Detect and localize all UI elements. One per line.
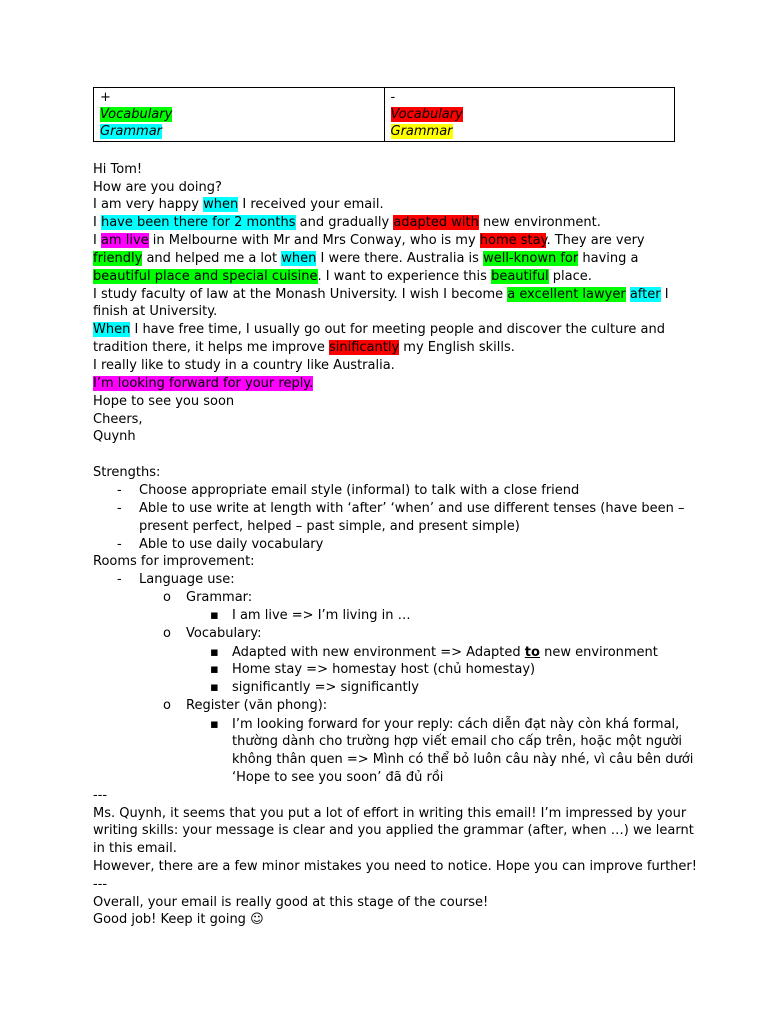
- bullet-dash: -: [117, 537, 122, 552]
- highlight-legend-table: [93, 87, 675, 142]
- separator: ---: [93, 877, 108, 892]
- bullet-square: ▪: [210, 645, 219, 660]
- bullet-dash: -: [117, 501, 122, 516]
- email-line: finish at University.: [93, 304, 218, 319]
- email-line: I have been there for 2 months and gradually adapted with new environment.: [93, 215, 601, 230]
- strengths-heading: Strengths:: [93, 465, 161, 480]
- legend-plus-sign: +: [100, 90, 111, 105]
- bullet-circle: o: [163, 590, 171, 605]
- legend-good-grammar: Grammar: [100, 124, 163, 139]
- email-line: When I have free time, I usually go out for meeting people and discover the culture and: [93, 322, 666, 337]
- email-line: Cheers,: [93, 412, 143, 427]
- subcategory-register: Register (văn phong):: [186, 698, 328, 713]
- correction-item: Home stay => homestay host (chủ homestay): [232, 662, 536, 677]
- email-line: I really like to study in a country like Australia.: [93, 358, 395, 373]
- bullet-dash: -: [117, 572, 122, 587]
- bullet-circle: o: [163, 698, 171, 713]
- legend-negative-cell: [384, 88, 675, 142]
- bullet-square: ▪: [210, 608, 219, 623]
- email-line: How are you doing?: [93, 180, 222, 195]
- correction-item: I am live => I’m living in …: [232, 608, 411, 623]
- correction-item-cont: thường dành cho trường hợp viết email cho cấp trên, hoặc một người: [232, 734, 683, 749]
- correction-item-cont: ‘Hope to see you soon’ đã đủ rồi: [232, 770, 444, 785]
- legend-minus-sign: -: [390, 90, 396, 105]
- bullet-square: ▪: [210, 717, 219, 732]
- bullet-dash: -: [117, 483, 122, 498]
- correction-item: Adapted with new environment => Adapted to new environment: [232, 645, 658, 660]
- email-line: I study faculty of law at the Monash University. I wish I become a excellent lawyer after I: [93, 287, 669, 302]
- email-line: friendly and helped me a lot when I were there. Australia is well-known for having a: [93, 251, 639, 266]
- email-line: tradition there, it helps me improve sinificantly my English skills.: [93, 340, 515, 355]
- bullet-square: ▪: [210, 662, 219, 677]
- comment-line: Overall, your email is really good at this stage of the course!: [93, 895, 489, 910]
- improvement-heading: Rooms for improvement:: [93, 554, 255, 569]
- correction-item: significantly => significantly: [232, 680, 419, 695]
- comment-line: Good job! Keep it going ☺: [93, 912, 264, 927]
- separator: ---: [93, 788, 108, 803]
- strength-item-cont: present perfect, helped – past simple, and present simple): [139, 519, 520, 534]
- strength-item: Choose appropriate email style (informal) to talk with a close friend: [139, 483, 580, 498]
- legend-bad-vocabulary: Vocabulary: [390, 107, 463, 122]
- email-signature: Quynh: [93, 429, 136, 444]
- subcategory-vocabulary: Vocabulary:: [186, 626, 262, 641]
- strength-item: Able to use write at length with ‘after’ ‘when’ and use different tenses (have been –: [139, 501, 685, 516]
- improvement-item: Language use:: [139, 572, 235, 587]
- bullet-square: ▪: [210, 680, 219, 695]
- email-line: I am very happy when I received your email.: [93, 197, 384, 212]
- correction-item-cont: không thân quen => Mình có thể bỏ luôn câu này nhé, vì câu bên dưới: [232, 752, 694, 767]
- email-line: Hope to see you soon: [93, 394, 235, 409]
- legend-good-vocabulary: Vocabulary: [100, 107, 173, 122]
- email-greeting: Hi Tom!: [93, 162, 143, 177]
- comment-line: Ms. Quynh, it seems that you put a lot of effort in writing this email! I’m impressed by your: [93, 806, 687, 821]
- comment-line: writing skills: your message is clear and you applied the grammar (after, when …) we learnt: [93, 823, 694, 838]
- subcategory-grammar: Grammar:: [186, 590, 253, 605]
- comment-line: However, there are a few minor mistakes you need to notice. Hope you can improve further!: [93, 859, 697, 874]
- legend-positive-cell: [94, 88, 385, 142]
- bullet-circle: o: [163, 626, 171, 641]
- email-line: I’m looking forward for your reply.: [93, 376, 314, 391]
- correction-item: I’m looking forward for your reply: cách diễn đạt này còn khá formal,: [232, 717, 680, 732]
- email-line: I am live in Melbourne with Mr and Mrs Conway, who is my home stay. They are very: [93, 233, 645, 248]
- comment-line: in this email.: [93, 841, 177, 856]
- strength-item: Able to use daily vocabulary: [139, 537, 324, 552]
- legend-bad-grammar: Grammar: [390, 124, 453, 139]
- email-line: beautiful place and special cuisine. I want to experience this beautiful place.: [93, 269, 592, 284]
